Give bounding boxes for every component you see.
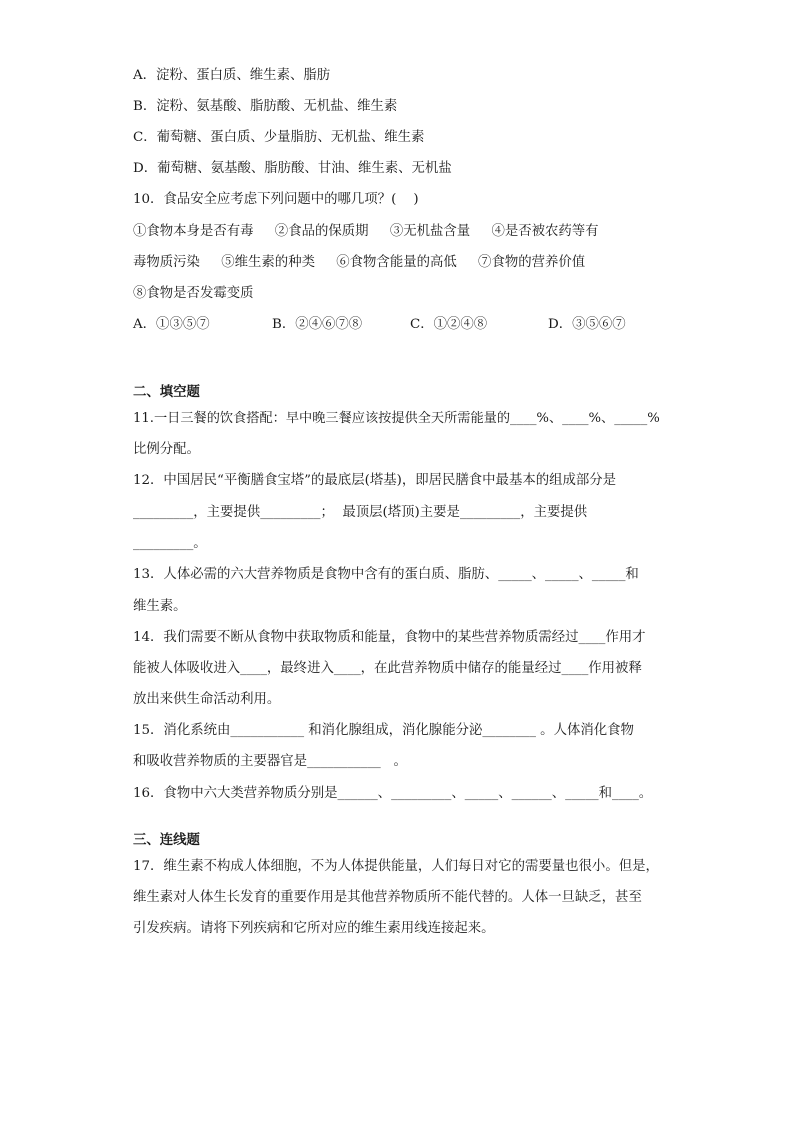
q10-option-a: A．①③⑤⑦ [133,317,210,332]
q9-option-d: D．葡萄糖、氨基酸、脂肪酸、甘油、维生素、无机盐 [133,161,452,176]
q10-items-line-2: 毒物质污染 ⑤维生素的种类 ⑥食物含能量的高低 ⑦食物的营养价值 [133,255,586,270]
q16-line-1: 16．食物中六大类营养物质分别是______、_________、_____、______、_____和____。 [133,786,653,801]
q13-line-1: 13．人体必需的六大营养物质是食物中含有的蛋白质、脂肪、_____、_____、_____和 [133,567,639,582]
q11-line-2: 比例分配。 [133,442,200,457]
section-heading-fill-blank: 二、填空题 [133,384,200,400]
q10-stem: 10．食品安全应考虑下列问题中的哪几项？( ) [133,192,419,207]
q10-items-line-1: ①食物本身是否有毒 ②食品的保质期 ③无机盐含量 ④是否被农药等有 [133,224,599,239]
q11-line-1: 11.一日三餐的饮食搭配：早中晚三餐应该按提供全天所需能量的____%、____%、_____% [133,411,660,426]
q9-option-c: C．葡萄糖、蛋白质、少量脂肪、无机盐、维生素 [133,130,425,145]
q12-line-2: _________，主要提供_________； 最顶层(塔顶)主要是_________，主要提供 [133,505,588,520]
q12-line-3: _________。 [133,536,207,551]
q10-option-c: C．①②④⑧ [410,317,488,332]
q14-line-3: 放出来供生命活动利用。 [133,692,281,707]
q10-items-line-3: ⑧食物是否发霉变质 [133,286,254,301]
q15-line-2: 和吸收营养物质的主要器官是___________ 。 [133,754,407,769]
q10-option-d: D．③⑤⑥⑦ [548,317,626,332]
q17-line-2: 维生素对人体生长发育的重要作用是其他营养物质所不能代替的。人体一旦缺乏，甚至 [133,890,642,905]
q14-line-1: 14．我们需要不断从食物中获取物质和能量，食物中的某些营养物质需经过____作用才 [133,630,646,645]
q17-line-3: 引发疾病。请将下列疾病和它所对应的维生素用线连接起来。 [133,921,495,936]
section-heading-matching: 三、连线题 [133,832,200,848]
q13-line-2: 维生素。 [133,599,187,614]
q9-option-a: A．淀粉、蛋白质、维生素、脂肪 [133,68,331,83]
q17-line-1: 17．维生素不构成人体细胞，不为人体提供能量，人们每日对它的需要量也很小。但是， [133,859,659,874]
q9-option-b: B．淀粉、氨基酸、脂肪酸、无机盐、维生素 [133,99,398,114]
q15-line-1: 15．消化系统由___________ 和消化腺组成，消化腺能分泌________ 。人体消化食物 [133,723,634,738]
q12-line-1: 12．中国居民“平衡膳食宝塔”的最底层(塔基)，即居民膳食中最基本的组成部分是 [133,473,617,488]
q10-option-b: B．②④⑥⑦⑧ [272,317,363,332]
q14-line-2: 能被人体吸收进入____，最终进入____，在此营养物质中储存的能量经过____作用被释 [133,661,642,676]
